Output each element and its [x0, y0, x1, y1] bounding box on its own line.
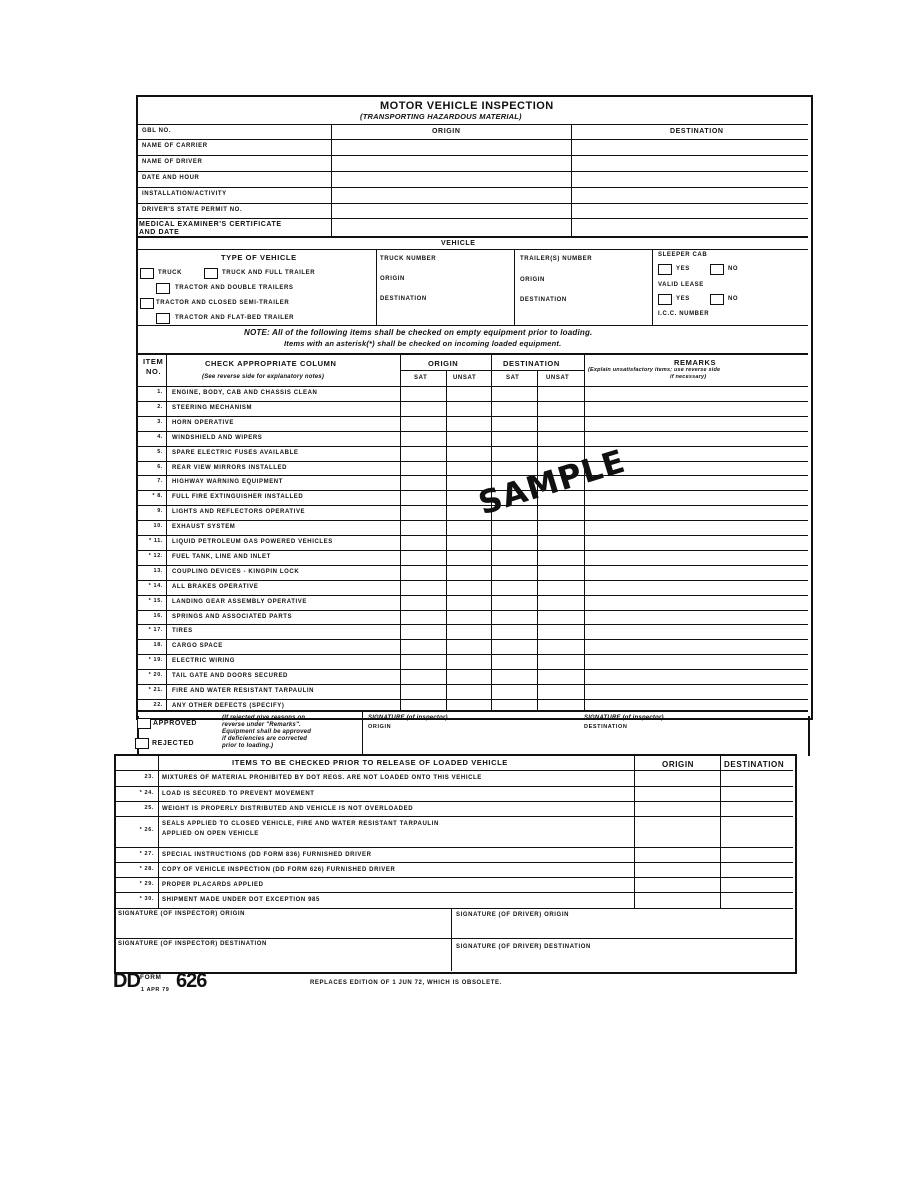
checklist-cell-dest-sat[interactable] — [492, 447, 537, 460]
checklist-cell-origin-sat[interactable] — [401, 551, 446, 564]
state-permit-label: DRIVER'S STATE PERMIT NO. — [142, 207, 243, 213]
checklist-item-number: 4. — [157, 433, 163, 440]
header-col-divider-2 — [571, 124, 572, 236]
release-destination-heading: DESTINATION — [724, 760, 785, 769]
lease-yes-checkbox[interactable] — [658, 294, 672, 305]
checklist-cell-origin-sat[interactable] — [401, 417, 446, 430]
checklist-item-label: CARGO SPACE — [172, 643, 223, 650]
sleeper-no-checkbox[interactable] — [710, 264, 724, 275]
checklist-item-label: ANY OTHER DEFECTS (SPECIFY) — [172, 702, 285, 709]
header-row-line — [137, 155, 808, 156]
replaces-edition: REPLACES EDITION OF 1 JUN 72, WHICH IS OBSOLETE. — [310, 980, 502, 986]
checklist-item-number: * 11. — [148, 538, 163, 544]
checklist-cell-dest-unsat[interactable] — [538, 655, 584, 668]
checklist-cell-remarks[interactable] — [585, 625, 807, 638]
checklist-cell-remarks[interactable] — [585, 670, 807, 683]
release-item-number: * 28. — [139, 866, 154, 872]
check-column-note: (See reverse side for explanatory notes) — [202, 374, 325, 380]
rejected-checkbox[interactable] — [135, 738, 149, 749]
checklist-cell-dest-unsat[interactable] — [538, 581, 584, 594]
tractor-double-label: TRACTOR AND DOUBLE TRAILERS — [175, 285, 294, 291]
release-item-label: COPY OF VEHICLE INSPECTION (DD FORM 626) FURNISHED DRIVER — [162, 867, 396, 873]
release-item-label: SHIPMENT MADE UNDER DOT EXCEPTION 985 — [162, 897, 320, 903]
truck-origin-label: ORIGIN — [380, 276, 405, 282]
title-divider — [137, 124, 808, 125]
checklist-item-number: * 17. — [148, 627, 163, 634]
check-column-heading: CHECK APPROPRIATE COLUMN — [205, 359, 337, 368]
release-cell-destination[interactable] — [721, 802, 792, 815]
checklist-item-number: * 21. — [148, 687, 163, 693]
checklist-cell-dest-sat[interactable] — [492, 625, 537, 638]
rejected-label: REJECTED — [152, 740, 195, 747]
checklist-cell-origin-sat[interactable] — [401, 566, 446, 579]
checklist-cell-origin-unsat[interactable] — [447, 640, 491, 653]
form-subtitle: (TRANSPORTING HAZARDOUS MATERIAL) — [360, 112, 522, 121]
checklist-cell-origin-sat[interactable] — [401, 521, 446, 534]
checklist-cell-dest-unsat[interactable] — [538, 417, 584, 430]
checklist-cell-remarks[interactable] — [585, 581, 807, 594]
checklist-cell-remarks[interactable] — [585, 640, 807, 653]
checklist-item-number: 2. — [157, 403, 163, 410]
sleeper-yes-checkbox[interactable] — [658, 264, 672, 275]
checklist-cell-dest-unsat[interactable] — [538, 640, 584, 653]
dest-sat-heading: SAT — [506, 375, 520, 381]
signature-divider — [451, 908, 452, 971]
checklist-cell-origin-sat[interactable] — [401, 536, 446, 549]
release-cell-destination[interactable] — [721, 863, 792, 876]
checklist-cell-dest-sat[interactable] — [492, 596, 537, 609]
checklist-cell-origin-unsat[interactable] — [447, 655, 491, 668]
tractor-flat-label: TRACTOR AND FLAT-BED TRAILER — [175, 315, 295, 321]
checklist-item-number: 16. — [153, 612, 163, 619]
release-item-label: SEALS APPLIED TO CLOSED VEHICLE, FIRE AND WATER RESISTANT TARPAULIN — [162, 821, 439, 827]
checklist-item-label: SPARE ELECTRIC FUSES AVAILABLE — [172, 449, 299, 456]
origin-sat-heading: SAT — [414, 375, 428, 381]
checklist-cell-dest-unsat[interactable] — [538, 596, 584, 609]
checklist-item-number: 6. — [157, 463, 163, 470]
release-cell-destination[interactable] — [721, 893, 792, 907]
approval-note-bracket — [362, 712, 363, 754]
medical-cert-label: MEDICAL EXAMINER'S CERTIFICATE — [139, 221, 282, 228]
release-item-label: PROPER PLACARDS APPLIED — [162, 882, 264, 888]
checklist-cell-origin-sat[interactable] — [401, 387, 446, 400]
lease-no-checkbox[interactable] — [710, 294, 724, 305]
checklist-cell-origin-unsat[interactable] — [447, 462, 491, 475]
checklist-item-label: WINDSHIELD AND WIPERS — [172, 434, 263, 441]
form-date: 1 APR 79 — [141, 987, 170, 993]
sleeper-no-label: NO — [728, 266, 739, 272]
release-item-label: WEIGHT IS PROPERLY DISTRIBUTED AND VEHICLE IS NOT OVERLOADED — [162, 806, 414, 812]
truck-number-label: TRUCK NUMBER — [380, 256, 437, 262]
checklist-cell-origin-unsat[interactable] — [447, 447, 491, 460]
sig-inspector-dest: SIGNATURE (OF INSPECTOR) DESTINATION — [118, 941, 267, 947]
sig-inspector-dest-1: SIGNATURE (of inspector) — [584, 715, 664, 721]
checklist-cell-origin-unsat[interactable] — [447, 670, 491, 683]
checklist-cell-origin-sat[interactable] — [401, 432, 446, 445]
header-col-divider-1 — [331, 124, 332, 236]
sig-inspector-origin-1: SIGNATURE (of inspector) — [368, 715, 448, 721]
release-heading: ITEMS TO BE CHECKED PRIOR TO RELEASE OF LOADED VEHICLE — [232, 758, 508, 767]
checklist-cell-dest-sat[interactable] — [492, 670, 537, 683]
checklist-cell-origin-unsat[interactable] — [447, 611, 491, 624]
checklist-item-number: 18. — [153, 642, 163, 649]
checklist-cell-remarks[interactable] — [585, 566, 807, 579]
checklist-cell-origin-sat[interactable] — [401, 462, 446, 475]
checklist-item-number: * 19. — [148, 657, 163, 664]
release-cell-destination[interactable] — [721, 878, 792, 891]
item-no-heading-2: NO. — [146, 367, 162, 376]
checklist-cell-remarks[interactable] — [585, 506, 807, 519]
checklist-item-label: REAR VIEW MIRRORS INSTALLED — [172, 464, 288, 471]
truck-full-trailer-checkbox[interactable] — [204, 268, 218, 279]
reject-note-1: (If rejected give reasons on — [222, 715, 306, 721]
checklist-cell-dest-sat[interactable] — [492, 387, 537, 400]
checklist-item-label: EXHAUST SYSTEM — [172, 524, 236, 531]
checklist-item-label: LIQUID PETROLEUM GAS POWERED VEHICLES — [172, 539, 333, 545]
checklist-cell-dest-sat[interactable] — [492, 611, 537, 624]
dest-unsat-heading: UNSAT — [546, 375, 570, 381]
release-cell-destination[interactable] — [721, 771, 792, 785]
checklist-cell-dest-unsat[interactable] — [538, 432, 584, 445]
checklist-item-number: * 12. — [148, 552, 163, 559]
checklist-cell-origin-unsat[interactable] — [447, 432, 491, 445]
item-no-heading: ITEM — [143, 357, 164, 366]
checklist-cell-origin-unsat[interactable] — [447, 625, 491, 638]
checklist-cell-remarks[interactable] — [585, 655, 807, 668]
release-cell-origin[interactable] — [635, 848, 719, 861]
checklist-cell-dest-unsat[interactable] — [538, 506, 584, 519]
truck-destination-label: DESTINATION — [380, 296, 427, 302]
checklist-cell-origin-sat[interactable] — [401, 506, 446, 519]
sig-driver-origin: SIGNATURE (OF DRIVER) ORIGIN — [456, 912, 570, 918]
release-cell-origin[interactable] — [635, 817, 719, 846]
release-cell-origin[interactable] — [635, 893, 719, 907]
checklist-item-number: 1. — [157, 389, 163, 395]
checklist-cell-origin-unsat[interactable] — [447, 685, 491, 698]
checklist-cell-remarks[interactable] — [585, 417, 807, 430]
checklist-item-label: TIRES — [172, 628, 193, 635]
tractor-flat-checkbox[interactable] — [156, 313, 170, 324]
checklist-item-label: ENGINE, BODY, CAB AND CHASSIS CLEAN — [172, 390, 318, 396]
checklist-cell-origin-unsat[interactable] — [447, 402, 491, 415]
checklist-cell-dest-unsat[interactable] — [538, 685, 584, 698]
tractor-double-checkbox[interactable] — [156, 283, 170, 294]
vehicle-col-divider-2 — [514, 249, 515, 325]
sleeper-cab-label: SLEEPER CAB — [658, 252, 708, 258]
checklist-cell-dest-sat[interactable] — [492, 640, 537, 653]
vehicle-col-divider-3 — [652, 249, 653, 325]
sig-inspector-dest-2: DESTINATION — [584, 724, 628, 730]
release-col-item — [158, 756, 159, 908]
checklist-item-label: FIRE AND WATER RESISTANT TARPAULIN — [172, 688, 315, 694]
checklist-cell-origin-sat[interactable] — [401, 447, 446, 460]
checklist-item-number: 7. — [157, 478, 163, 485]
sig-inspector-origin: SIGNATURE (OF INSPECTOR) ORIGIN — [118, 911, 246, 917]
sleeper-yes-label: YES — [676, 266, 690, 272]
reject-note-4: if deficiencies are corrected — [222, 736, 308, 742]
checklist-cell-origin-sat[interactable] — [401, 402, 446, 415]
header-bottom-line — [137, 236, 808, 238]
vehicle-col-divider-1 — [376, 249, 377, 325]
checklist-cell-remarks[interactable] — [585, 402, 807, 415]
checklist-cell-dest-sat[interactable] — [492, 581, 537, 594]
checklist-item-number: 13. — [153, 567, 163, 574]
checklist-item-number: * 14. — [148, 582, 163, 589]
checklist-item-number: 3. — [157, 418, 163, 425]
checklist-item-number: * 15. — [148, 597, 163, 604]
checklist-cell-dest-sat[interactable] — [492, 655, 537, 668]
release-cell-origin[interactable] — [635, 771, 719, 785]
note-line-2: Items with an asterisk(*) shall be checked on incoming loaded equipment. — [284, 339, 562, 348]
checklist-cell-dest-sat[interactable] — [492, 685, 537, 698]
sample-watermark: SAMPLE — [474, 441, 630, 523]
sig-driver-dest: SIGNATURE (OF DRIVER) DESTINATION — [456, 944, 591, 950]
vehicle-type-heading: TYPE OF VEHICLE — [221, 253, 297, 262]
release-item-number: * 27. — [139, 851, 154, 857]
note-bottom-line — [137, 353, 808, 355]
checklist-item-label: STEERING MECHANISM — [172, 404, 253, 411]
form-number: 626 — [176, 970, 207, 992]
checklist-item-number: 22. — [153, 701, 163, 708]
approved-label: APPROVED — [153, 720, 198, 727]
release-cell-destination[interactable] — [721, 787, 792, 800]
release-item-label: SPECIAL INSTRUCTIONS (DD FORM 836) FURNISHED DRIVER — [162, 852, 372, 858]
checklist-cell-remarks[interactable] — [585, 387, 807, 400]
dd-mark: DD — [113, 970, 140, 992]
release-item-number: * 24. — [139, 790, 154, 796]
note-line-1: NOTE: All of the following items shall be checked on empty equipment prior to loading. — [244, 328, 593, 337]
checklist-cell-remarks[interactable] — [585, 685, 807, 698]
release-item-label: LOAD IS SECURED TO PREVENT MOVEMENT — [162, 791, 315, 797]
vehicle-bottom-line — [137, 325, 808, 326]
checklist-cell-dest-unsat[interactable] — [538, 387, 584, 400]
tractor-closed-checkbox[interactable] — [140, 298, 154, 309]
checklist-cell-dest-unsat[interactable] — [538, 670, 584, 683]
checklist-cell-remarks[interactable] — [585, 491, 807, 504]
checklist-item-label: LANDING GEAR ASSEMBLY OPERATIVE — [172, 598, 307, 605]
checklist-cell-origin-sat[interactable] — [401, 655, 446, 668]
release-bottom-line — [115, 908, 793, 909]
checklist-item-label: ELECTRIC WIRING — [172, 658, 235, 665]
release-cell-origin[interactable] — [635, 878, 719, 891]
checklist-cell-origin-sat[interactable] — [401, 625, 446, 638]
carrier-name-label: NAME OF CARRIER — [142, 143, 208, 149]
checklist-item-label: LIGHTS AND REFLECTORS OPERATIVE — [172, 509, 306, 516]
origin-heading: ORIGIN — [428, 359, 459, 368]
checklist-cell-origin-sat[interactable] — [401, 596, 446, 609]
checklist-cell-dest-sat[interactable] — [492, 521, 537, 534]
release-origin-heading: ORIGIN — [662, 760, 695, 769]
release-item-number: * 30. — [139, 896, 154, 902]
vehicle-heading: VEHICLE — [441, 240, 476, 247]
checklist-cell-dest-unsat[interactable] — [538, 521, 584, 534]
header-destination-label: DESTINATION — [670, 128, 724, 135]
installation-label: INSTALLATION/ACTIVITY — [142, 191, 227, 197]
header-origin-label: ORIGIN — [432, 128, 461, 135]
remarks-note-2: if necessary) — [670, 374, 707, 380]
checklist-bottom-line — [137, 710, 808, 712]
checklist-cell-dest-sat[interactable] — [492, 551, 537, 564]
checklist-cell-remarks[interactable] — [585, 521, 807, 534]
medical-cert-label-2: AND DATE — [139, 229, 180, 236]
checklist-cell-origin-unsat[interactable] — [447, 581, 491, 594]
form-title: MOTOR VEHICLE INSPECTION — [380, 100, 554, 112]
checklist-cell-origin-sat[interactable] — [401, 685, 446, 698]
checklist-cell-dest-unsat[interactable] — [538, 611, 584, 624]
trailer-destination-label: DESTINATION — [520, 297, 567, 303]
header-row-line — [137, 203, 808, 204]
gbl-no-label: GBL NO. — [142, 128, 172, 134]
truck-checkbox[interactable] — [140, 268, 154, 279]
checklist-cell-remarks[interactable] — [585, 596, 807, 609]
checklist-cell-origin-unsat[interactable] — [447, 551, 491, 564]
checklist-cell-dest-unsat[interactable] — [538, 402, 584, 415]
tractor-closed-label: TRACTOR AND CLOSED SEMI-TRAILER — [156, 300, 290, 306]
lease-yes-label: YES — [676, 296, 690, 302]
checklist-cell-origin-sat[interactable] — [401, 640, 446, 653]
icc-number-label: I.C.C. NUMBER — [658, 311, 710, 317]
reject-note-2: reverse under "Remarks". — [222, 722, 301, 728]
driver-name-label: NAME OF DRIVER — [142, 159, 203, 165]
checklist-item-label: HIGHWAY WARNING EQUIPMENT — [172, 479, 284, 486]
valid-lease-label: VALID LEASE — [658, 282, 704, 288]
truck-full-trailer-label: TRUCK AND FULL TRAILER — [222, 270, 316, 276]
checklist-item-label: COUPLING DEVICES - KINGPIN LOCK — [172, 568, 300, 575]
release-cell-destination[interactable] — [721, 817, 792, 846]
reject-note-3: Equipment shall be approved — [222, 729, 312, 735]
checklist-cell-remarks[interactable] — [585, 551, 807, 564]
header-row-line — [137, 218, 808, 219]
col-item-no — [166, 353, 167, 710]
checklist-item-label: SPRINGS AND ASSOCIATED PARTS — [172, 613, 293, 620]
checklist-cell-remarks[interactable] — [585, 611, 807, 624]
release-item-number: 25. — [144, 805, 154, 811]
checklist-cell-dest-unsat[interactable] — [538, 536, 584, 549]
checklist-item-label: FULL FIRE EXTINGUISHER INSTALLED — [172, 494, 304, 501]
checklist-cell-origin-unsat[interactable] — [447, 536, 491, 549]
checklist-item-label: ALL BRAKES OPERATIVE — [172, 583, 259, 590]
checklist-cell-origin-unsat[interactable] — [447, 387, 491, 400]
checklist-cell-origin-sat[interactable] — [401, 581, 446, 594]
checklist-cell-dest-sat[interactable] — [492, 536, 537, 549]
header-row-line — [137, 139, 808, 140]
reject-note-5: prior to loading.) — [222, 743, 274, 749]
origin-unsat-heading: UNSAT — [453, 375, 477, 381]
release-cell-destination[interactable] — [721, 848, 792, 861]
checklist-item-label: TAIL GATE AND DOORS SECURED — [172, 673, 288, 680]
checklist-item-label: HORN OPERATIVE — [172, 419, 234, 426]
header-row-line — [137, 187, 808, 188]
checklist-cell-origin-unsat[interactable] — [447, 417, 491, 430]
form-label: FORM — [140, 974, 162, 981]
trailer-number-label: TRAILER(S) NUMBER — [520, 256, 593, 262]
checklist-cell-origin-unsat[interactable] — [447, 566, 491, 579]
sig-inspector-origin-2: ORIGIN — [368, 724, 392, 730]
release-cell-origin[interactable] — [635, 787, 719, 800]
checklist-cell-dest-sat[interactable] — [492, 402, 537, 415]
checklist-cell-dest-unsat[interactable] — [538, 625, 584, 638]
remarks-heading: REMARKS — [674, 358, 717, 367]
checklist-cell-dest-sat[interactable] — [492, 432, 537, 445]
truck-label: TRUCK — [158, 270, 182, 276]
checklist-cell-dest-unsat[interactable] — [538, 551, 584, 564]
release-cell-origin[interactable] — [635, 863, 719, 876]
approved-checkbox[interactable] — [137, 718, 151, 729]
checklist-cell-dest-sat[interactable] — [492, 417, 537, 430]
release-item-number: * 26. — [139, 827, 154, 833]
checklist-item-number: * 8. — [152, 493, 163, 500]
vehicle-heading-line — [137, 249, 808, 250]
lease-no-label: NO — [728, 296, 739, 302]
checklist-cell-remarks[interactable] — [585, 536, 807, 549]
release-cell-origin[interactable] — [635, 802, 719, 815]
checklist-item-number: 10. — [153, 523, 163, 530]
origin-dest-subheader-line — [400, 370, 584, 371]
release-item-number: * 29. — [139, 881, 154, 887]
checklist-cell-origin-unsat[interactable] — [447, 521, 491, 534]
checklist-cell-dest-unsat[interactable] — [538, 566, 584, 579]
destination-heading: DESTINATION — [503, 359, 560, 368]
release-item-number: 23. — [144, 774, 154, 780]
date-hour-label: DATE AND HOUR — [142, 175, 200, 181]
checklist-cell-dest-sat[interactable] — [492, 566, 537, 579]
release-item-label-2: APPLIED ON OPEN VEHICLE — [162, 831, 259, 837]
release-item-label: MIXTURES OF MATERIAL PROHIBITED BY DOT REGS. ARE NOT LOADED ONTO THIS VEHICLE — [162, 775, 482, 781]
checklist-cell-origin-unsat[interactable] — [447, 596, 491, 609]
checklist-item-number: 9. — [157, 508, 163, 515]
checklist-cell-origin-sat[interactable] — [401, 491, 446, 504]
checklist-cell-origin-sat[interactable] — [401, 670, 446, 683]
checklist-item-number: 5. — [157, 448, 163, 455]
checklist-cell-origin-sat[interactable] — [401, 476, 446, 489]
checklist-item-number: * 20. — [148, 672, 163, 679]
signature-mid-line — [115, 938, 793, 939]
release-right-edge — [808, 716, 810, 756]
header-row-line — [137, 171, 808, 172]
remarks-note-1: (Explain unsatisfactory items; use reverse side — [588, 367, 721, 373]
trailer-origin-label: ORIGIN — [520, 277, 545, 283]
checklist-cell-origin-sat[interactable] — [401, 611, 446, 624]
checklist-item-label: FUEL TANK, LINE AND INLET — [172, 553, 271, 560]
